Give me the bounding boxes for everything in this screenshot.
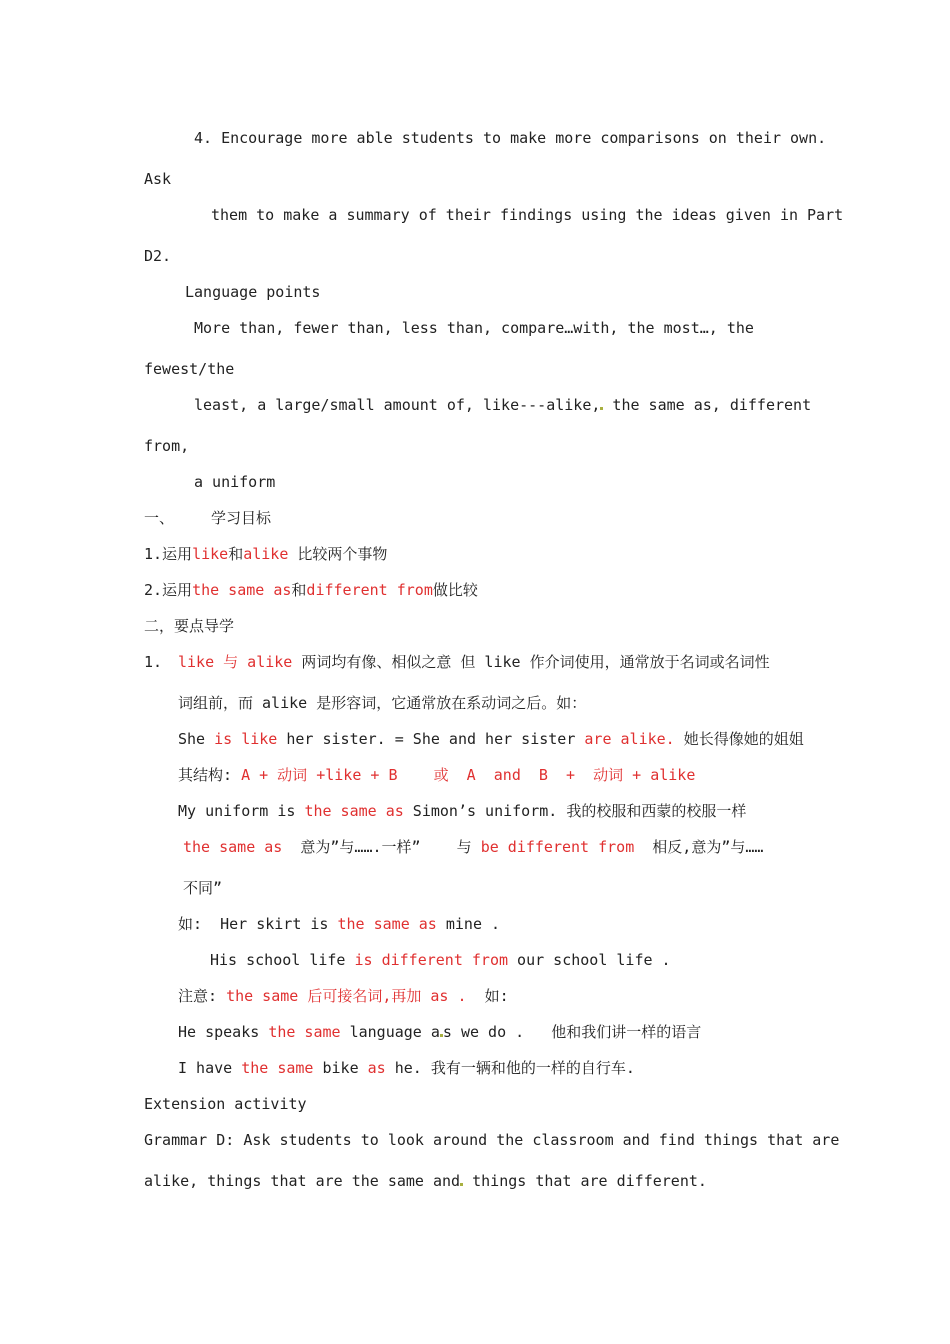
text: alike, things that are the same and (144, 1172, 461, 1190)
keyword: is different from (354, 951, 509, 969)
text: 做比较 (432, 581, 478, 599)
example-ru (178, 914, 500, 934)
text: Simon’s uniform. 我的校服和西蒙的校服一样 (403, 802, 747, 820)
example-3 (178, 1022, 701, 1042)
text: s we do . 他和我们讲一样的语言 (442, 1023, 702, 1041)
example-4 (178, 1058, 635, 1078)
text: She (178, 730, 215, 748)
goal-1 (144, 544, 387, 564)
keyword: like (192, 545, 229, 563)
keyword: the same (268, 1023, 341, 1041)
keyword: be different from (480, 838, 635, 856)
keyword: is like (214, 730, 278, 748)
text: 比较两个事物 (288, 545, 388, 563)
text: 如: (466, 987, 509, 1005)
section-one-heading (144, 508, 272, 528)
keyword: different from (306, 581, 433, 599)
example-ru-2 (210, 950, 671, 970)
keyword: the same as (183, 838, 283, 856)
keyword: the same as (304, 802, 404, 820)
same-as-line-b: 不同” (183, 879, 223, 897)
section-two-heading: 二，要点导学 (144, 617, 235, 635)
text: My uniform is (178, 802, 305, 820)
intro-line-9: from, (144, 437, 190, 455)
intro-line-7: fewest/the (144, 360, 235, 378)
text: her sister. = She and her sister (277, 730, 585, 748)
text: language a (340, 1023, 440, 1041)
text: 和 (291, 581, 307, 599)
intro-line-2: Ask (144, 170, 172, 188)
section-number: 一、 (144, 509, 175, 527)
example-2 (178, 801, 746, 821)
text: 2.运用 (144, 581, 193, 599)
section-title: 学习目标 (211, 509, 272, 527)
extension-line-1: Grammar D: Ask students to look around the classroom and find things that are (144, 1131, 840, 1149)
text: 如: Her skirt is (178, 915, 338, 933)
example-1 (178, 729, 804, 749)
structure-line (178, 765, 695, 785)
text: 1.运用 (144, 545, 193, 563)
text: least, a large/small amount of, like---alike, (194, 396, 601, 414)
text: mine . (436, 915, 501, 933)
text: 相反,意为”与…… (634, 838, 764, 856)
text: the same as, different (603, 396, 812, 414)
text: 意为”与…….一样” 与 (282, 838, 481, 856)
text: bike (313, 1059, 368, 1077)
point-1-line-a (178, 652, 770, 672)
note-line (178, 986, 509, 1006)
text: 其结构: (178, 766, 242, 784)
text: 她长得像她的姐姐 (674, 730, 804, 748)
extension-line-2 (144, 1171, 707, 1191)
point-1-line-b: 词组前，而 alike 是形容词，它通常放在系动词之后。如： (178, 694, 587, 712)
language-points-heading: Language points (185, 283, 321, 301)
intro-line-3: them to make a summary of their findings using the ideas given in Part (211, 206, 844, 224)
keyword: the same (241, 1059, 314, 1077)
text: 和 (228, 545, 244, 563)
intro-line-10: a uniform (194, 473, 276, 491)
keyword: A + 动词 +like + B 或 A and B + 动词 + alike (241, 766, 696, 784)
text: our school life . (508, 951, 671, 969)
intro-line-1: 4. Encourage more able students to make more comparisons on their own. (194, 129, 827, 147)
text: He speaks (178, 1023, 269, 1041)
goal-2 (144, 580, 478, 600)
keyword: the same as (192, 581, 292, 599)
keyword: are alike. (584, 730, 675, 748)
keyword: like 与 alike (178, 653, 293, 671)
text: His school life (210, 951, 355, 969)
same-as-line-a (183, 837, 763, 857)
intro-line-4: D2. (144, 247, 172, 265)
keyword: the same as (337, 915, 437, 933)
text: I have (178, 1059, 242, 1077)
keyword: alike (243, 545, 289, 563)
keyword: as (367, 1059, 386, 1077)
intro-line-6: More than, fewer than, less than, compare…with, the most…, the (194, 319, 754, 337)
intro-line-8 (194, 395, 811, 415)
keyword: the same 后可接名词,再加 as . (226, 987, 467, 1005)
extension-title: Extension activity (144, 1095, 307, 1113)
text: 两词均有像、相似之意 但 like 作介词使用，通常放于名词或名词性 (292, 653, 770, 671)
text: things that are different. (463, 1172, 707, 1190)
text: 注意: (178, 987, 227, 1005)
text: he. 我有一辆和他的一样的自行车. (385, 1059, 635, 1077)
point-1-number: 1. (144, 653, 163, 671)
